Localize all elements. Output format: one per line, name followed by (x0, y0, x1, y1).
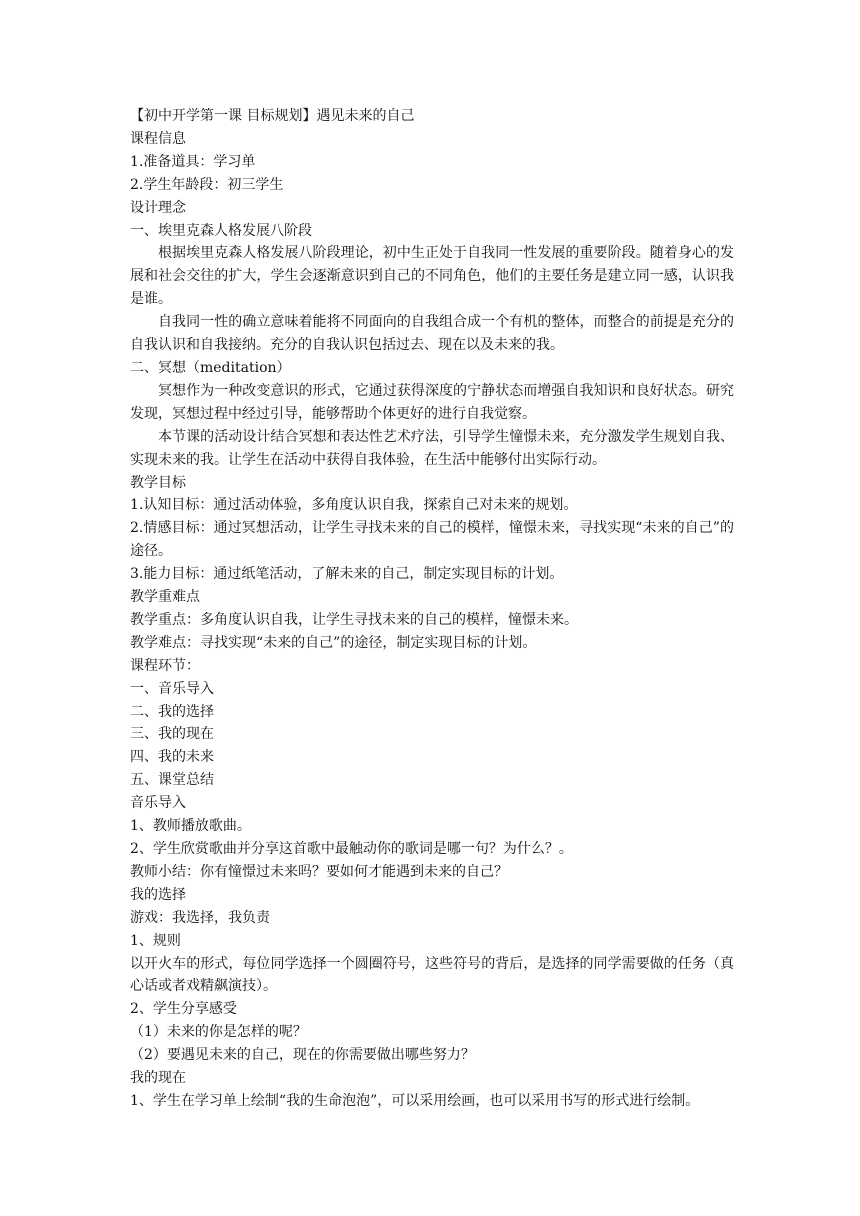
design-heading: 设计理念 (130, 199, 186, 216)
my-present-item: 1、学生在学习单上绘制“我的生命泡泡”，可以采用绘画，也可以采用书写的形式进行绘制。 (130, 1092, 700, 1109)
process-item: 五、课堂总结 (130, 772, 214, 789)
rule-title: 1、规则 (130, 932, 181, 949)
paragraph: 自我同一性的确立意味着能将不同面向的自我组合成一个有机的整体，而整合的前提是充分的自我认识和自我接纳。充分的自我认识包括过去、现在以及未来的我。 (130, 314, 734, 354)
share-title: 2、学生分享感受 (130, 1001, 237, 1018)
process-item: 二、我的选择 (130, 703, 214, 720)
key-point-difficulty: 教学难点：寻找实现“未来的自己”的途径，制定实现目标的计划。 (130, 634, 537, 651)
question-item: （1）未来的你是怎样的呢？ (130, 1024, 307, 1041)
teacher-summary: 教师小结：你有憧憬过未来吗？要如何才能遇到未来的自己？ (130, 863, 508, 880)
key-points-heading: 教学重难点 (130, 589, 200, 606)
process-item: 四、我的未来 (130, 749, 214, 766)
music-intro-item: 1、教师播放歌曲。 (130, 818, 251, 835)
question-item: （2）要遇见未来的自己，现在的你需要做出哪些努力？ (130, 1047, 475, 1064)
course-info-item: 1.准备道具：学习单 (130, 153, 256, 170)
process-heading: 课程环节： (130, 657, 200, 674)
section-title: 一、埃里克森人格发展八阶段 (130, 222, 312, 239)
goal-item: 2.情感目标：通过冥想活动，让学生寻找未来的自己的模样，憧憬未来，寻找实现“未来的自己”的途径。 (130, 520, 734, 560)
course-info-item: 2.学生年龄段：初三学生 (130, 176, 284, 193)
goal-item: 1.认知目标：通过活动体验，多角度认识自我，探索自己对未来的规划。 (130, 497, 578, 514)
paragraph: 本节课的活动设计结合冥想和表达性艺术疗法，引导学生憧憬未来，充分激发学生规划自我、实现未来的我。让学生在活动中获得自我体验，在生活中能够付出实际行动。 (130, 428, 734, 468)
document-page (130, 105, 734, 1113)
music-intro-item: 2、学生欣赏歌曲并分享这首歌中最触动你的歌词是哪一句？为什么？。 (130, 841, 573, 857)
key-point-focus: 教学重点：多角度认识自我，让学生寻找未来的自己的模样，憧憬未来。 (130, 611, 578, 628)
game-title: 游戏：我选择，我负责 (130, 909, 270, 926)
process-item: 三、我的现在 (130, 726, 214, 743)
goals-heading: 教学目标 (130, 474, 186, 491)
paragraph: 冥想作为一种改变意识的形式，它通过获得深度的宁静状态而增强自我知识和良好状态。研究发现，冥想过程中经过引导，能够帮助个体更好的进行自我觉察。 (130, 382, 734, 422)
paragraph: 根据埃里克森人格发展八阶段理论，初中生正处于自我同一性发展的重要阶段。随着身心的发展和社会交往的扩大，学生会逐渐意识到自己的不同角色，他们的主要任务是建立同一感，认识我是谁。 (130, 245, 734, 308)
my-choice-heading: 我的选择 (130, 886, 186, 903)
goal-item: 3.能力目标：通过纸笔活动，了解未来的自己，制定实现目标的计划。 (130, 566, 564, 583)
section-title: 二、冥想（meditation） (130, 359, 291, 376)
my-present-heading: 我的现在 (130, 1070, 186, 1087)
course-info-heading: 课程信息 (130, 130, 186, 147)
document-title: 【初中开学第一课 目标规划】遇见未来的自己 (130, 108, 415, 124)
process-item: 一、音乐导入 (130, 680, 214, 697)
music-intro-heading: 音乐导入 (130, 795, 186, 812)
rule-text: 以开火车的形式，每位同学选择一个圆圈符号，这些符号的背后，是选择的同学需要做的任务（真心话或者戏精飙演技）。 (130, 955, 734, 995)
